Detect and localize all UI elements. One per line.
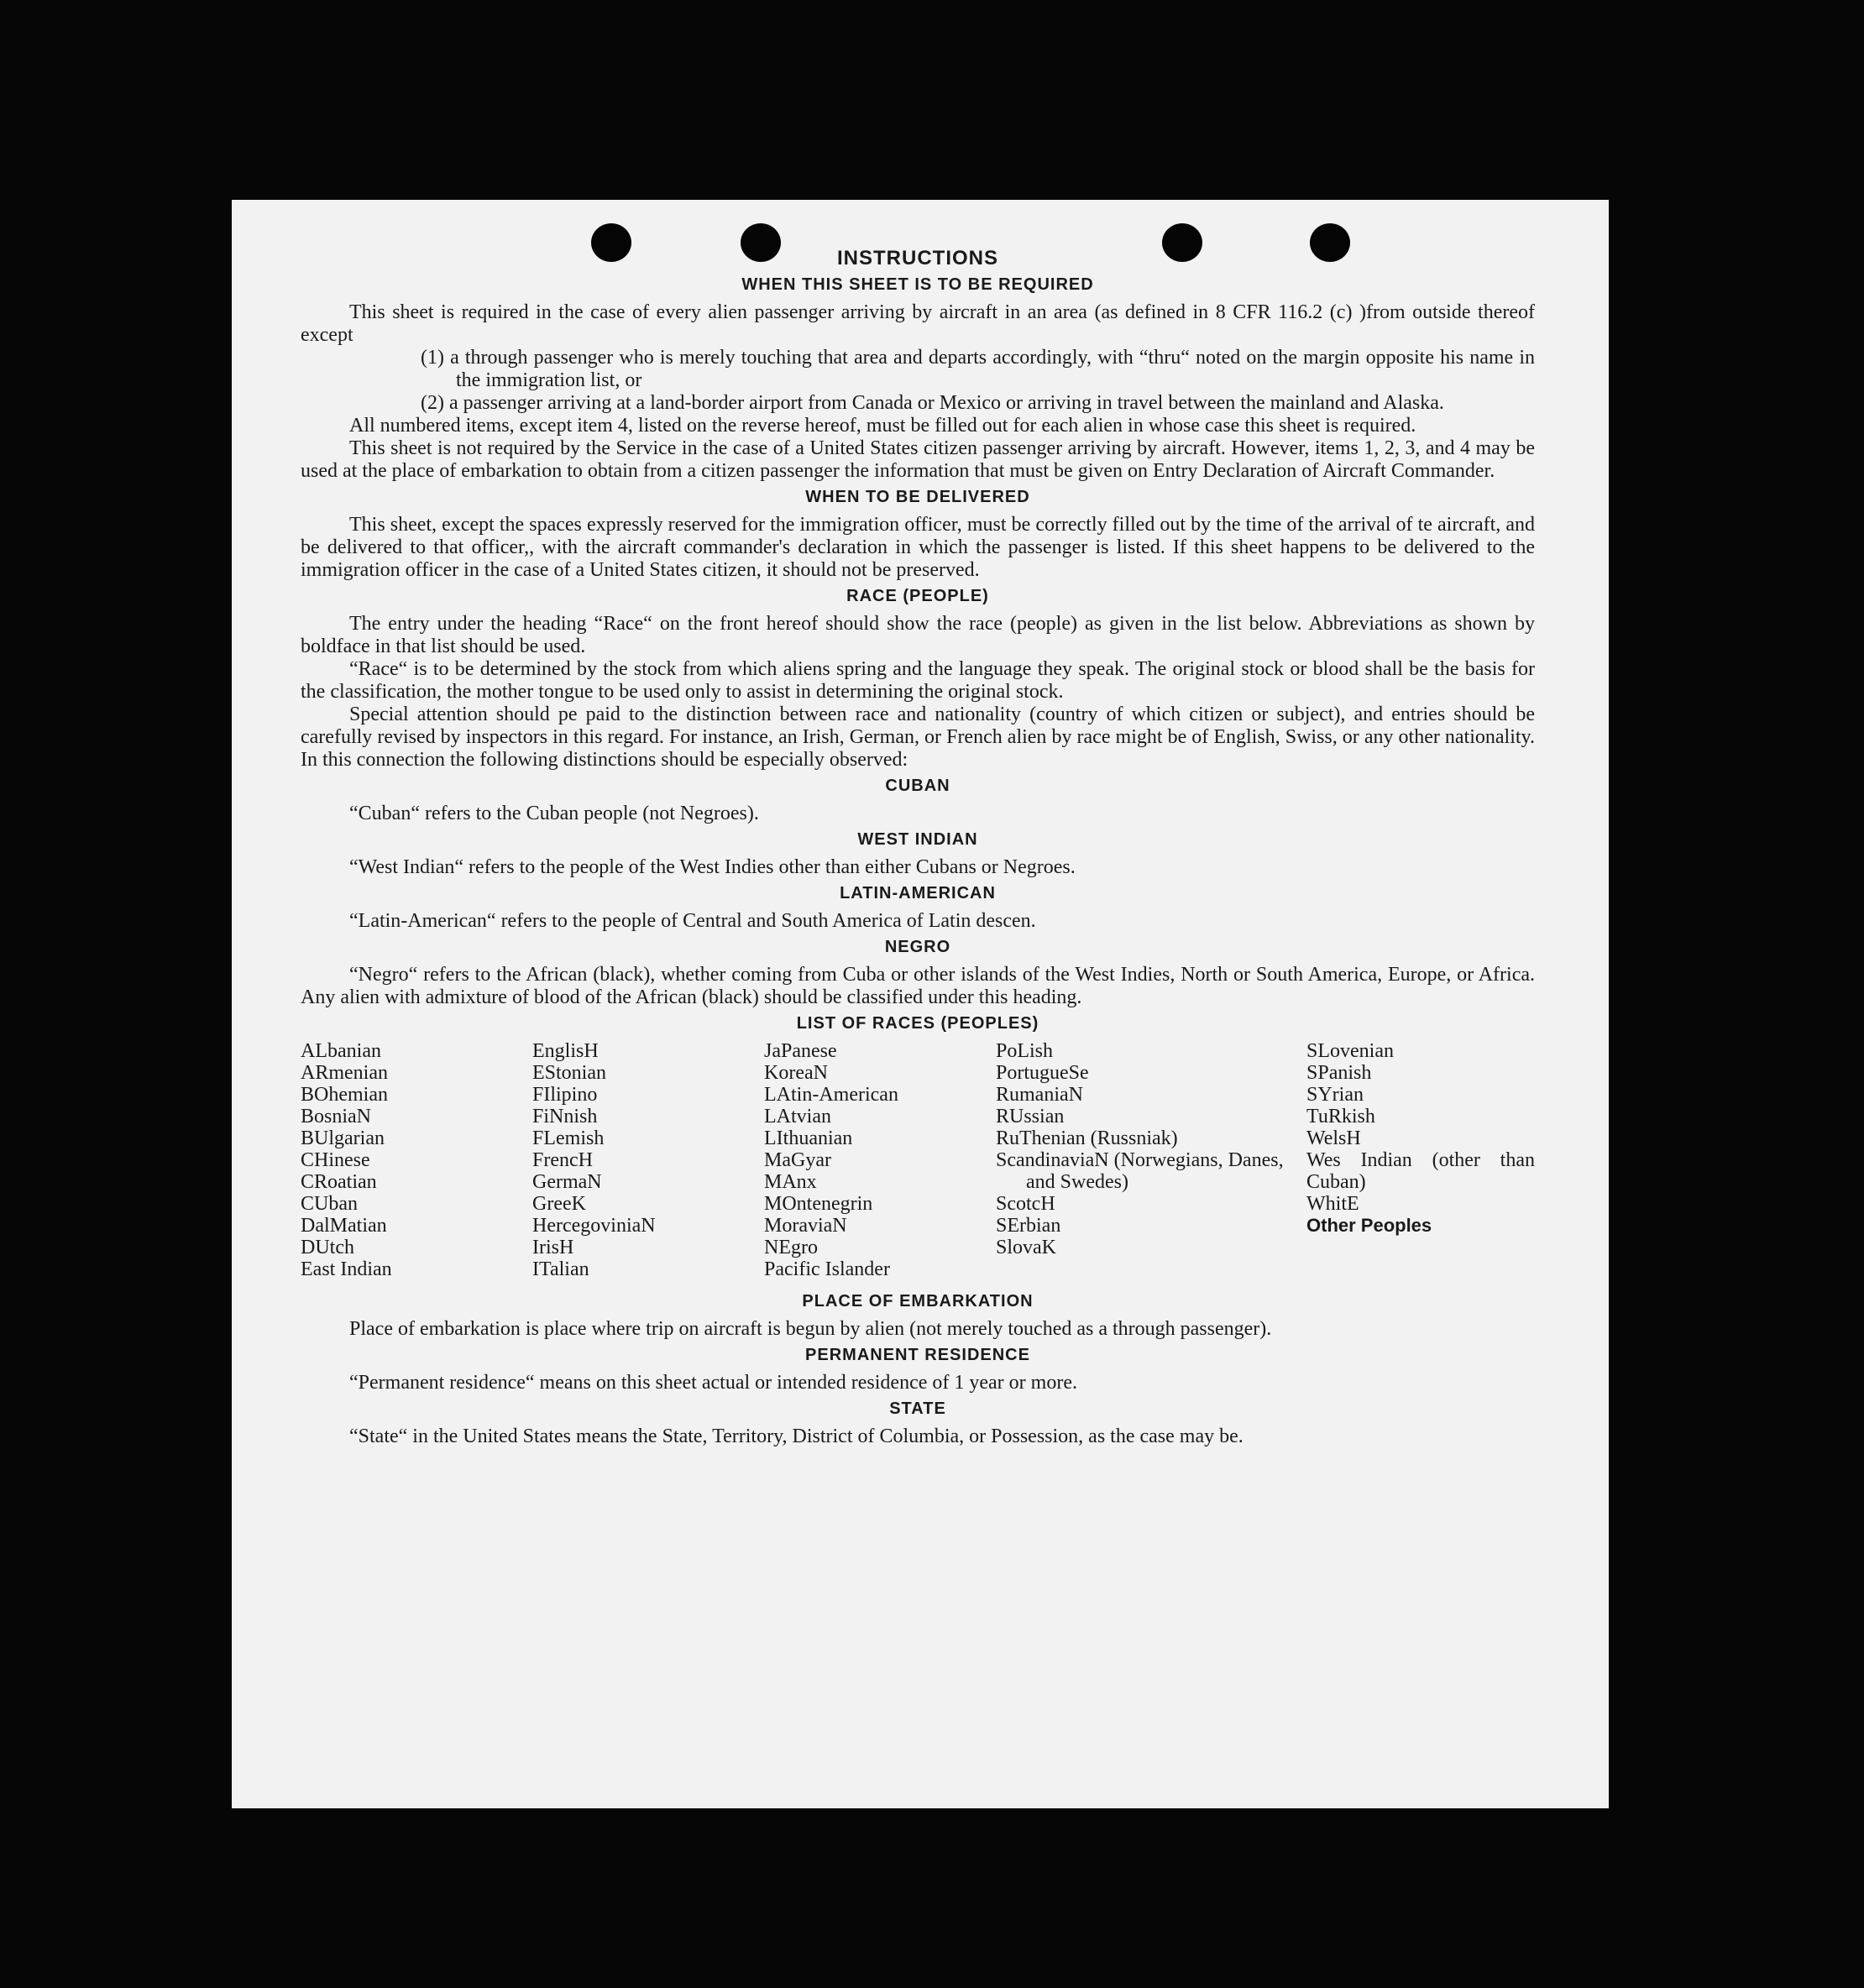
section-heading: WHEN THIS SHEET IS TO BE REQUIRED (741, 275, 1094, 294)
race-item: FiNnish (532, 1106, 598, 1127)
paragraph: “Latin-American“ refers to the people of Central and South America of Latin descen. (349, 910, 1036, 932)
race-column (996, 1040, 1306, 1280)
race-item: WelsH (1306, 1127, 1361, 1149)
paragraph: This sheet is not required by the Service in the case of a United States citizen passenger arriving by aircraft. However, items 1, 2, 3, and 4 may be used at the place of embarkation to obtain from a citizen passenger the information that must be given on Entry Declaration of Aircraft Commander. (301, 437, 1535, 482)
race-item: FrencH (532, 1149, 593, 1171)
section-heading: STATE (889, 1399, 946, 1418)
race-item: NEgro (764, 1237, 818, 1258)
section-heading: PLACE OF EMBARKATION (802, 1292, 1034, 1311)
race-item: ALbanian (301, 1040, 381, 1062)
race-item: KoreaN (764, 1062, 828, 1084)
punch-hole (741, 223, 781, 262)
race-item: SlovaK (996, 1237, 1056, 1258)
paragraph: “Cuban“ refers to the Cuban people (not Negroes). (349, 803, 759, 824)
section-heading: LATIN-AMERICAN (840, 884, 996, 902)
race-item: FLemish (532, 1127, 605, 1149)
race-item: BosniaN (301, 1106, 371, 1127)
paragraph: Special attention should pe paid to the distinction between race and nationality (country of which citizen or subject), and entries should be carefully revised by inspectors in this regard. For instance, an Irish, German, or French alien by race might be of English, Swiss, or any other nationality. In this connection the following distinctions should be especially observed: (301, 704, 1535, 771)
paragraph: This sheet, except the spaces expressly reserved for the immigration officer, must be correctly filled out by the time of the arrival of te aircraft, and be delivered to that officer,, with the aircraft commander's declaration in which the passenger is listed. If this sheet happens to be delivered to the immigration officer in the case of a United States citizen, it should not be preserved. (301, 514, 1535, 581)
race-column (764, 1040, 996, 1280)
section-heading: PERMANENT RESIDENCE (805, 1346, 1030, 1364)
race-item: PortugueSe (996, 1062, 1089, 1084)
paragraph: “Permanent residence“ means on this sheet actual or intended residence of 1 year or more. (349, 1372, 1077, 1394)
paragraph: All numbered items, except item 4, listed on the reverse hereof, must be filled out for each alien in whose case this sheet is required. (349, 415, 1416, 437)
paragraph: “Race“ is to be determined by the stock from which aliens spring and the language they speak. The original stock or blood shall be the basis for the classification, the mother tongue to be used only to assist in determining the original stock. (301, 658, 1535, 703)
race-item: BUlgarian (301, 1127, 385, 1149)
race-column (301, 1040, 532, 1280)
instruction-sheet (232, 200, 1609, 1808)
race-item: SErbian (996, 1215, 1061, 1237)
race-item: Other Peoples (1306, 1215, 1432, 1236)
race-item: HercegoviniaN (532, 1215, 656, 1237)
race-item: MoraviaN (764, 1215, 847, 1237)
race-item: FIlipino (532, 1084, 598, 1106)
race-item: LAtin-American (764, 1084, 898, 1106)
race-item: IrisH (532, 1237, 574, 1258)
race-item: EStonian (532, 1062, 606, 1084)
race-item: SLovenian (1306, 1040, 1394, 1062)
race-item: DUtch (301, 1237, 354, 1258)
race-item: ScandinaviaN (Norwegians, Danes, and Swedes) (996, 1149, 1284, 1193)
punch-hole (591, 223, 631, 262)
section-heading: CUBAN (885, 777, 950, 795)
race-item: CRoatian (301, 1171, 377, 1193)
section-heading: WHEN TO BE DELIVERED (805, 488, 1030, 506)
race-item: CUban (301, 1193, 358, 1215)
race-item: SYrian (1306, 1084, 1364, 1106)
race-column (532, 1040, 764, 1280)
paragraph: The entry under the heading “Race“ on the front hereof should show the race (people) as given in the list below. Abbreviations as shown by boldface in that list should be used. (301, 613, 1535, 657)
race-item: EnglisH (532, 1040, 599, 1062)
race-item: ARmenian (301, 1062, 388, 1084)
race-item: ScotcH (996, 1193, 1055, 1215)
list-item: (2) a passenger arriving at a land-border airport from Canada or Mexico or arriving in travel between the mainland and Alaska. (421, 392, 1444, 414)
race-item: CHinese (301, 1149, 370, 1171)
paragraph: Place of embarkation is place where trip on aircraft is begun by alien (not merely touched as a through passenger). (349, 1318, 1272, 1340)
race-list (301, 1040, 1535, 1280)
punch-hole (1310, 223, 1350, 262)
section-heading: WEST INDIAN (857, 830, 978, 849)
race-item: GermaN (532, 1171, 602, 1193)
punch-hole (1162, 223, 1202, 262)
race-item: RuThenian (Russniak) (996, 1127, 1178, 1149)
race-column (1306, 1040, 1535, 1280)
race-item: RumaniaN (996, 1084, 1083, 1106)
race-item: MOntenegrin (764, 1193, 873, 1215)
race-item: PoLish (996, 1040, 1054, 1062)
race-item: BOhemian (301, 1084, 388, 1106)
race-item: East Indian (301, 1258, 392, 1280)
list-item: (1) a through passenger who is merely touching that area and departs accordingly, with “thru“ noted on the margin opposite his name in the immigration list, or (421, 347, 1535, 391)
race-item: JaPanese (764, 1040, 837, 1062)
race-item: Wes Indian (other than Cuban) (1306, 1149, 1535, 1193)
race-item: LIthuanian (764, 1127, 853, 1149)
race-item: TuRkish (1306, 1106, 1375, 1127)
race-item: MaGyar (764, 1149, 831, 1171)
paragraph: “West Indian“ refers to the people of the West Indies other than either Cubans or Negroes. (349, 856, 1076, 878)
section-heading: RACE (PEOPLE) (846, 587, 989, 605)
race-item: ITalian (532, 1258, 589, 1280)
page-title: INSTRUCTIONS (837, 247, 998, 269)
paragraph: “State“ in the United States means the State, Territory, District of Columbia, or Possession, as the case may be. (349, 1426, 1244, 1447)
race-item: GreeK (532, 1193, 586, 1215)
section-heading: LIST OF RACES (PEOPLES) (796, 1014, 1039, 1033)
race-item: Pacific Islander (764, 1258, 890, 1280)
race-item: DalMatian (301, 1215, 387, 1237)
race-item: WhitE (1306, 1193, 1359, 1215)
paragraph: “Negro“ refers to the African (black), whether coming from Cuba or other islands of the West Indies, North or South America, Europe, or Africa. Any alien with admixture of blood of the African (black) should be classified under this heading. (301, 964, 1535, 1008)
section-heading: NEGRO (884, 938, 951, 956)
race-item: SPanish (1306, 1062, 1372, 1084)
race-item: LAtvian (764, 1106, 831, 1127)
race-item: MAnx (764, 1171, 817, 1193)
paragraph: This sheet is required in the case of every alien passenger arriving by aircraft in an area (as defined in 8 CFR 116.2 (c) )from outside thereof except (301, 301, 1535, 346)
race-item: RUssian (996, 1106, 1065, 1127)
